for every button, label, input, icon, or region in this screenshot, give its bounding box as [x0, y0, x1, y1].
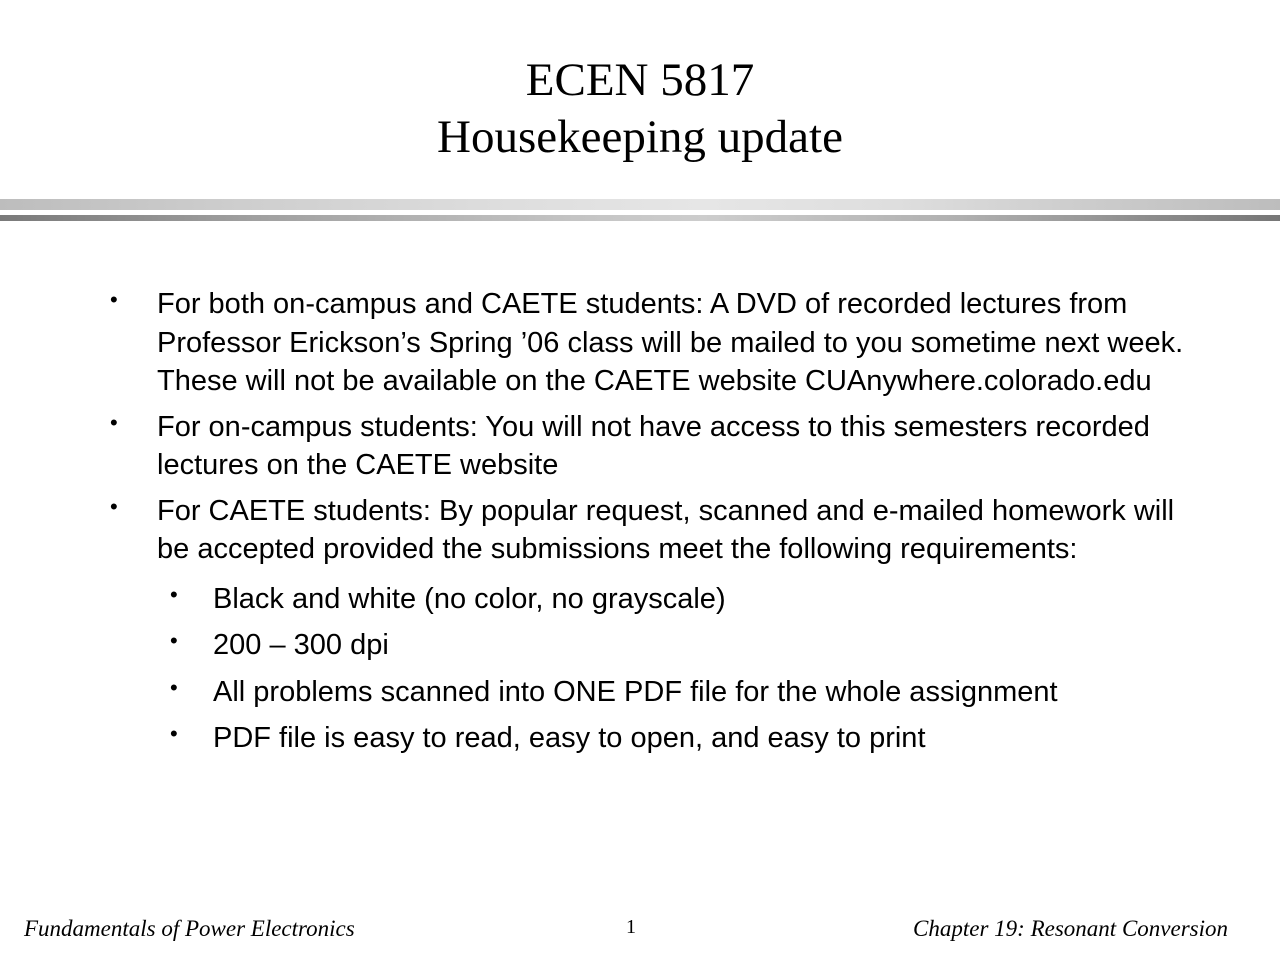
bullet-icon: •: [170, 628, 178, 653]
sub-bullet-item: [0, 576, 1280, 623]
slide-title: [0, 52, 1280, 166]
sub-bullet-text: 200 – 300 dpi: [213, 629, 389, 661]
sub-bullet-item: [0, 715, 1280, 762]
bullet-text: For CAETE students: By popular request, scanned and e-mailed homework will be accepted provided the submissions meet the following requirements:: [157, 494, 1175, 565]
bullet-text: For on-campus students: You will not have access to this semesters recorded lectures on the CAETE website: [157, 410, 1150, 481]
bullet-icon: •: [170, 581, 178, 607]
bullet-icon: •: [110, 409, 118, 435]
slide-footer: [0, 916, 1280, 946]
footer-chapter-title: Chapter 19: Resonant Conversion: [913, 916, 1228, 941]
sub-bullet-item: [0, 669, 1280, 716]
course-code: ECEN 5817: [525, 54, 755, 106]
bullet-icon: •: [110, 493, 118, 519]
slide-subtitle: Housekeeping update: [437, 111, 843, 163]
sub-bullet-item: [0, 622, 1280, 669]
bullet-icon: •: [110, 287, 118, 312]
sub-bullet-text: Black and white (no color, no grayscale): [213, 582, 726, 615]
page-number: 1: [626, 916, 636, 938]
bullet-item: [0, 408, 1187, 485]
bullet-text: For both on-campus and CAETE students: A DVD of recorded lectures from Professor Erickson’s Spring ’06 class will be mailed to you sometime next week. These will not be available on the CAETE website CUAnywhere.colorado.edu: [157, 288, 1184, 397]
sub-bullet-text: PDF file is easy to read, easy to open, and easy to print: [213, 722, 926, 754]
slide-body: [0, 285, 1280, 762]
bullet-item: [0, 492, 1187, 569]
bullet-icon: •: [170, 721, 178, 746]
header-divider-bottom: [0, 215, 1280, 221]
sub-bullet-text: All problems scanned into ONE PDF file for the whole assignment: [213, 675, 1058, 708]
bullet-item: [0, 285, 1187, 401]
bullet-icon: •: [170, 674, 178, 700]
header-divider-top: [0, 199, 1280, 210]
footer-book-title: Fundamentals of Power Electronics: [24, 916, 355, 941]
